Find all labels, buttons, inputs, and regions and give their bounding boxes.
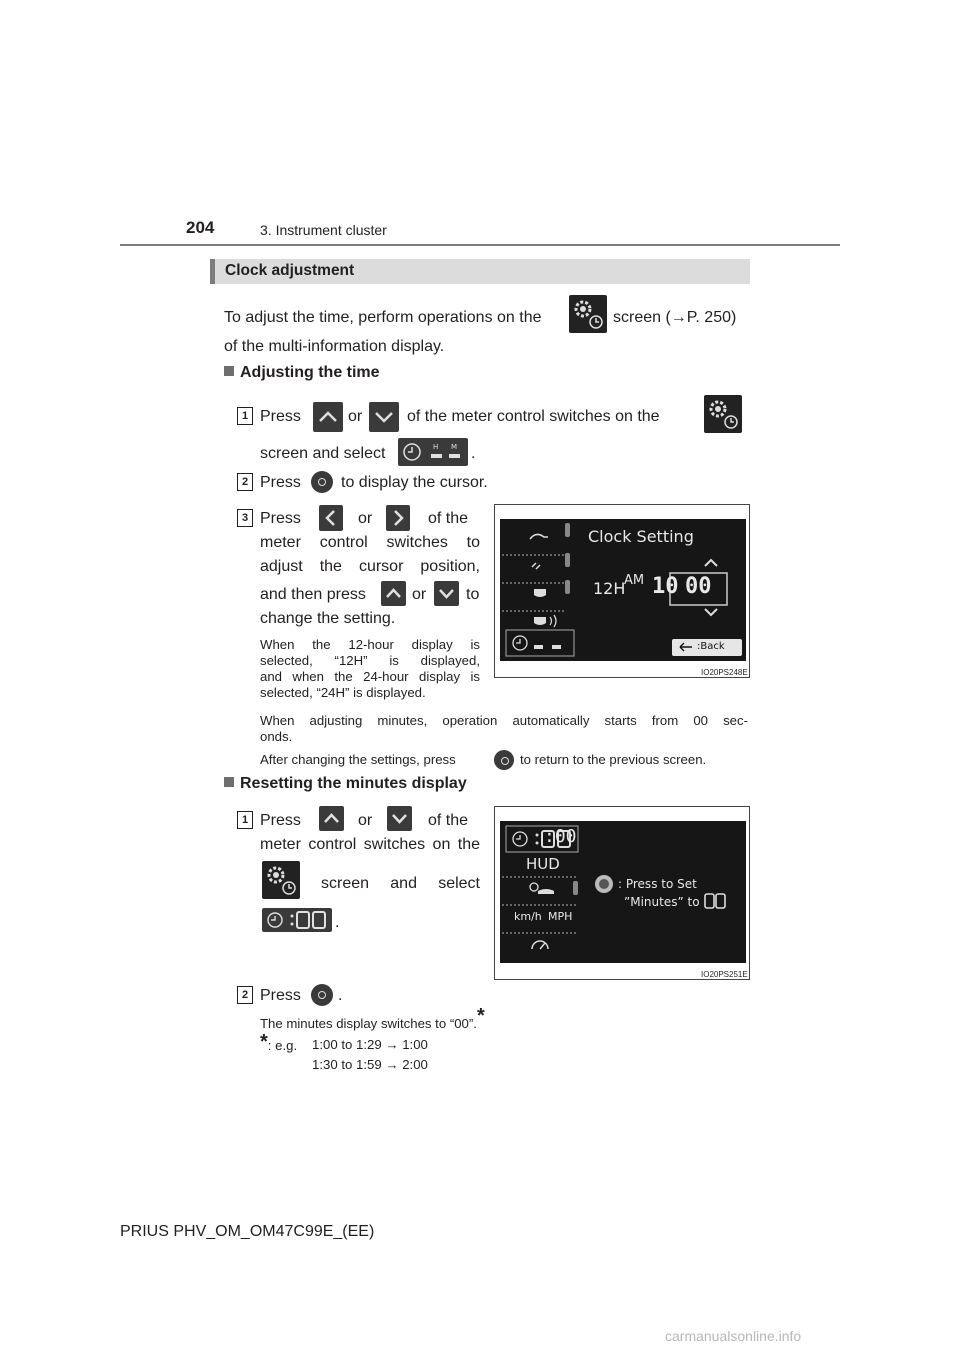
note-back-b: to return to the previous screen. [520, 752, 707, 767]
intro-text-b: screen (→P. 250) [613, 309, 737, 326]
step3-or2: or [412, 586, 427, 603]
period: . [338, 987, 343, 1004]
svg-text:M: M [451, 443, 458, 451]
note-back-a: After changing the settings, press [260, 752, 456, 767]
watermark: carmanualsonline.info [665, 1328, 802, 1344]
hud-label: HUD [526, 855, 560, 873]
header-rule [120, 244, 840, 246]
section-heading [210, 259, 750, 284]
mph-label: MPH [548, 910, 573, 923]
step-number: 1 [237, 811, 253, 829]
enter-button-icon [311, 471, 333, 493]
clock-hm-icon [398, 438, 468, 466]
reset-step1-or: or [358, 812, 373, 829]
asterisk: * [260, 1031, 268, 1053]
step3-to: to [466, 586, 480, 603]
step-number: 1 [237, 407, 253, 425]
screen-title: Clock Setting [588, 527, 694, 546]
intro-text-line2: of the multi-information display. [224, 338, 445, 355]
example-1: 1:00 to 1:29 → 1:00 [312, 1037, 428, 1052]
menu-icons [500, 821, 746, 963]
step3-line2: meter control switches to [260, 534, 480, 551]
square-bullet-icon [224, 777, 234, 787]
reset-step1-press: Press [260, 812, 301, 829]
figure-caption: IO20PS251E [701, 970, 748, 979]
settings-gear-icon [704, 395, 742, 433]
up-switch-icon [313, 402, 343, 432]
back-label: :Back [697, 641, 725, 652]
step3-press: Press [260, 510, 301, 527]
reset-step1-line2: meter control switches on the [260, 836, 480, 853]
clock-setting-illustration [494, 504, 750, 678]
down-switch-icon [369, 402, 399, 432]
arrow-icon: → [385, 1057, 399, 1072]
am-pm: AM [624, 573, 645, 588]
asterisk: * [476, 1005, 485, 1027]
settings-gear-icon [569, 295, 607, 333]
note-12h: When the 12-hour display is selected, “12H” is displayed, and when the 24-hour display is selected, “24H” is displayed. [260, 637, 480, 700]
step-number: 2 [237, 986, 253, 1004]
enter-button-icon [311, 984, 333, 1006]
period: . [335, 914, 340, 931]
back-button-icon [494, 750, 514, 770]
clock-minutes-icon [262, 908, 332, 932]
document-code: PRIUS PHV_OM_OM47C99E_(EE) [120, 1223, 375, 1240]
step1-press: Press [260, 408, 301, 425]
step3-line3: adjust the cursor position, [260, 558, 480, 575]
press-to-set-text: : Press to Set [618, 877, 697, 891]
time-mode: 12H [593, 579, 626, 598]
left-switch-icon [319, 505, 343, 531]
footnote: *: e.g. [260, 1031, 298, 1053]
svg-text:H: H [433, 443, 439, 451]
page-number: 204 [186, 218, 215, 237]
step3-line5: change the setting. [260, 610, 396, 627]
display-screen [500, 519, 746, 661]
chapter-title: 3. Instrument cluster [260, 222, 387, 238]
intro-text-a: To adjust the time, perform operations on the [224, 309, 542, 326]
down-switch-icon [434, 581, 459, 606]
step-number: 3 [237, 509, 253, 527]
step3-or: or [358, 510, 373, 527]
reset-step1-ofthe: of the [428, 812, 469, 829]
square-bullet-icon [224, 366, 234, 376]
period: . [471, 445, 476, 462]
down-switch-icon [387, 806, 412, 831]
minutes-clock-label: :00 [544, 826, 577, 847]
up-switch-icon [319, 806, 344, 831]
step1-or: or [348, 408, 363, 425]
figure-caption: IO20PS248E [701, 668, 748, 677]
step1-text: of the meter control switches on the [407, 408, 660, 425]
step1-text-line2: screen and select [260, 445, 386, 462]
hours-value: 10 [652, 574, 679, 599]
reset-note: The minutes display switches to “00”.* [260, 1005, 485, 1031]
step-number: 2 [237, 473, 253, 491]
minutes-reset-illustration [494, 806, 750, 980]
arrow-icon: → [670, 309, 687, 326]
step3-line4: and then press [260, 586, 366, 603]
display-screen [500, 821, 746, 963]
reset-step1-line3: screen and select [321, 875, 480, 892]
minutes-value: 00 [685, 574, 712, 599]
example-2: 1:30 to 1:59 → 2:00 [312, 1057, 428, 1072]
minutes-to-text: ”Minutes” to [624, 895, 700, 909]
kmh-label: km/h [514, 910, 542, 923]
arrow-icon: → [385, 1037, 399, 1052]
step2-press: Press [260, 474, 301, 491]
step3-ofthe: of the [428, 510, 469, 527]
note-minutes: When adjusting minutes, operation automatically starts from 00 sec- onds. [260, 713, 748, 744]
step2-text: to display the cursor. [341, 474, 488, 491]
section-title: Clock adjustment [225, 262, 355, 279]
up-switch-icon [381, 581, 406, 606]
settings-gear-icon [262, 861, 300, 899]
subsection-title-reset: Resetting the minutes display [224, 775, 467, 793]
right-switch-icon [386, 505, 410, 531]
subsection-title-adjust: Adjusting the time [224, 364, 380, 382]
reset-step2-press: Press [260, 987, 301, 1004]
